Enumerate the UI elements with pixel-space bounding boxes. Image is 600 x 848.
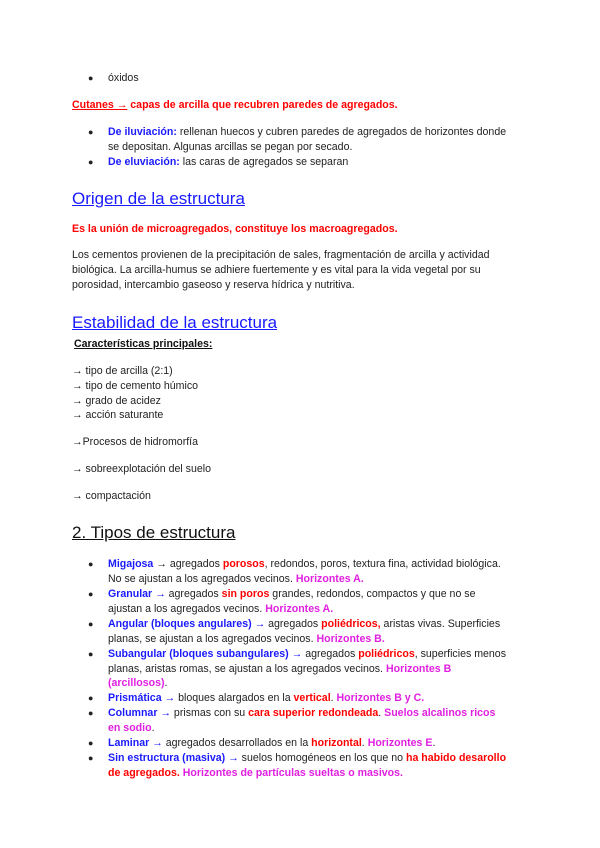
- tipo-sin-estructura-cont: de agregados. Horizontes de partículas sueltas o masivos.: [108, 767, 403, 779]
- tipo-prismatica: Prismática → bloques alargados en la vertical. Horizontes B y C.: [108, 692, 425, 704]
- heading-origen[interactable]: Origen de la estructura: [72, 189, 245, 208]
- tipo-migajosa: Migajosa → agregados porosos, redondos, poros, textura fina, actividad biológica.: [108, 558, 501, 570]
- tipo-laminar: Laminar → agregados desarrollados en la horizontal. Horizontes E.: [108, 737, 436, 749]
- sobreexplotacion-line: → sobreexplotación del suelo: [72, 463, 211, 475]
- heading-tipos: 2. Tipos de estructura: [72, 523, 236, 542]
- origen-paragraph-line1: Los cementos provienen de la precipitación de sales, fragmentación de arcilla y actividad: [72, 249, 490, 261]
- tipo-granular-cont: ajustan a los agregados vecinos. Horizontes A.: [108, 603, 334, 615]
- tipo-sin-estructura: Sin estructura (masiva) → suelos homogéneos en los que no ha habido desarollo: [108, 752, 507, 764]
- estabilidad-item: → tipo de arcilla (2:1): [72, 365, 173, 377]
- bullet-icon: ●: [88, 127, 94, 137]
- hidromorfia-line: →Procesos de hidromorfía: [72, 436, 199, 448]
- bullet-icon: ●: [88, 589, 94, 599]
- bullet-icon: ●: [88, 157, 94, 167]
- estabilidad-item: → tipo de cemento húmico: [72, 380, 199, 392]
- bullet-icon: ●: [88, 619, 94, 629]
- bullet-icon: ●: [88, 693, 94, 703]
- origen-paragraph-line3: porosidad, intercambio gaseoso y reserva hídrica y nutritiva.: [72, 279, 355, 291]
- cutanes-label: Cutanes →: [72, 99, 128, 111]
- bullet-icon: ●: [88, 708, 94, 718]
- tipo-columnar-cont: en sodio.: [108, 722, 155, 734]
- bullet-icon: ●: [88, 73, 94, 83]
- estabilidad-item: → acción saturante: [72, 409, 164, 421]
- tipo-subangular-cont2: (arcillosos).: [108, 677, 168, 689]
- tipo-columnar: Columnar → prismas con su cara superior redondeada. Suelos alcalinos ricos: [108, 707, 496, 719]
- compactacion-line: → compactación: [72, 490, 151, 502]
- estabilidad-subheading: Características principales:: [74, 338, 213, 350]
- origen-red-line: Es la unión de microagregados, constituye los macroagregados.: [72, 223, 398, 235]
- list-item-iluviacion: De iluviación: rellenan huecos y cubren paredes de agregados de horizontes donde: [108, 126, 507, 138]
- heading-estabilidad[interactable]: Estabilidad de la estructura: [72, 313, 278, 332]
- list-item-eluviacion: De eluviación: las caras de agregados se separan: [108, 156, 349, 168]
- tipo-angular-cont: planas, se ajustan a los agregados vecinos. Horizontes B.: [108, 633, 385, 645]
- bullet-icon: ●: [88, 559, 94, 569]
- tipo-migajosa-cont: No se ajustan a los agregados vecinos. Horizontes A.: [108, 573, 364, 585]
- bullet-icon: ●: [88, 649, 94, 659]
- tipo-subangular-cont: planas, aristas romas, se ajustan a los agregados vecinos. Horizontes B: [108, 663, 452, 675]
- estabilidad-item: → grado de acidez: [72, 395, 161, 407]
- bullet-icon: ●: [88, 753, 94, 763]
- tipo-granular: Granular → agregados sin poros grandes, redondos, compactos y que no se: [108, 588, 476, 600]
- cutanes-line: Cutanes → capas de arcilla que recubren paredes de agregados.: [72, 99, 398, 111]
- origen-paragraph-line2: biológica. La arcilla-humus se adhiere fuertemente y es vital para la vida vegetal por su: [72, 264, 481, 276]
- tipo-subangular: Subangular (bloques subangulares) → agregados poliédricos, superficies menos: [108, 648, 506, 660]
- bullet-icon: ●: [88, 738, 94, 748]
- list-item-iluviacion-cont: se depositan. Algunas arcillas se pegan por secado.: [108, 141, 353, 153]
- tipo-angular: Angular (bloques angulares) → agregados poliédricos, aristas vivas. Superficies: [108, 618, 501, 630]
- list-item-oxidos: óxidos: [108, 72, 139, 84]
